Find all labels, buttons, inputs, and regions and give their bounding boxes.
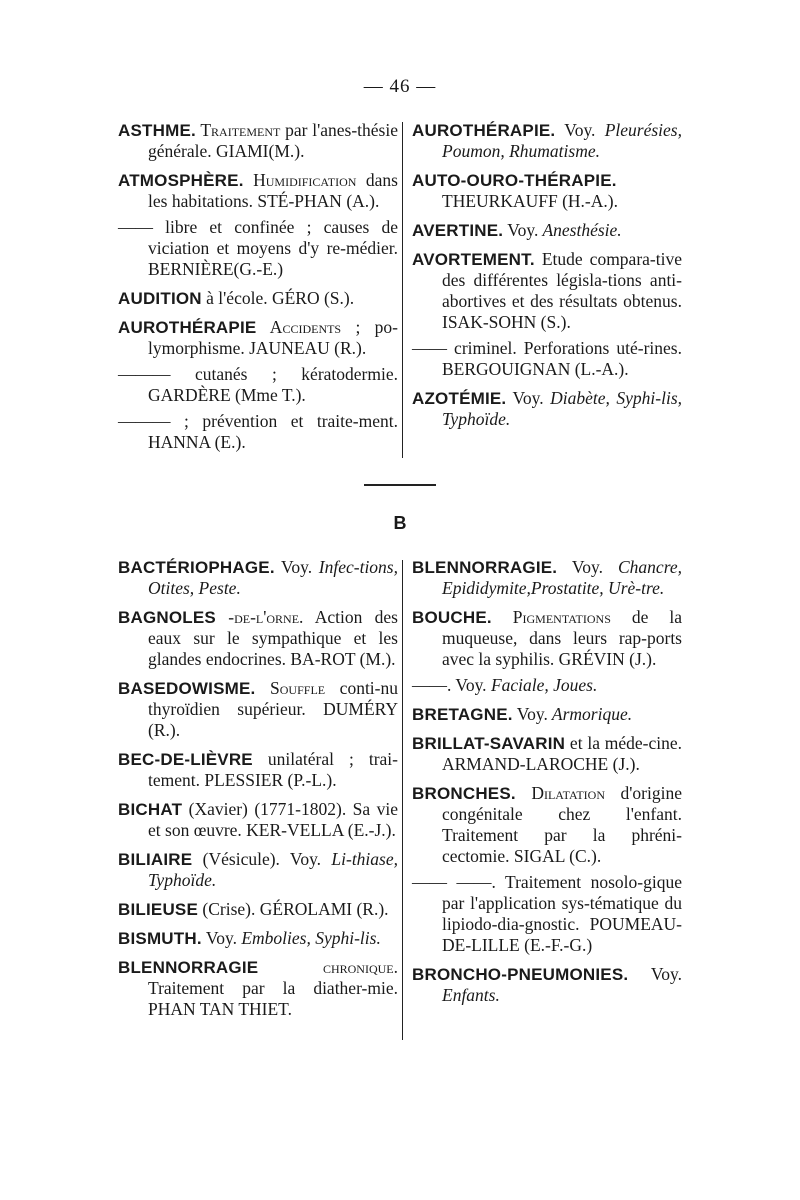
entry-reference: Faciale, Joues. — [486, 675, 598, 695]
entry-reference: Armorique. — [547, 704, 633, 724]
entry-text: Action des eaux sur le sympathique et les glandes endocrines. BA-ROT (M.). — [148, 607, 398, 669]
index-entry — [412, 733, 682, 775]
entry-reference: Infec-tions, Otites, Peste. — [148, 557, 398, 598]
entry-text: Voy. — [506, 388, 544, 408]
entry-text: Voy. — [555, 120, 596, 140]
entry-heading: AUTO-OURO-THÉRAPIE. — [412, 171, 617, 190]
index-entry — [412, 675, 682, 696]
entry-smallcaps: Humidification — [243, 170, 357, 190]
entry-text: —— ——. Traitement nosolo-gique par l'application sys-tématique du lipiodo-dia-gnostic. POUMEAU-DE-LILLE (E.-F.-G.) — [412, 872, 682, 955]
entry-text: Traitement par la diather-mie. PHAN TAN THIET. — [148, 978, 398, 1019]
entry-smallcaps: Pigmentations — [491, 607, 611, 627]
entry-reference: Enfants. — [442, 985, 500, 1005]
column-top-right — [412, 120, 682, 438]
index-entry — [412, 964, 682, 1006]
column-divider-top — [402, 122, 403, 458]
index-entry — [118, 928, 398, 949]
index-entry — [412, 783, 682, 867]
index-entry — [118, 799, 398, 841]
entry-heading: BILIEUSE — [118, 900, 199, 919]
index-entry — [118, 849, 398, 891]
entry-heading: BASEDOWISME. — [118, 679, 256, 698]
entry-reference: Anesthésie. — [538, 220, 622, 240]
entry-heading: BISMUTH. — [118, 929, 202, 948]
index-entry — [412, 557, 682, 599]
column-bottom-right — [412, 557, 682, 1014]
index-entry — [118, 217, 398, 280]
entry-heading: BILIAIRE — [118, 850, 193, 869]
entry-heading: BRONCHO-PNEUMONIES. — [412, 965, 629, 984]
index-entry — [412, 338, 682, 380]
entry-text: et la méde-cine. ARMAND-LAROCHE (J.). — [442, 733, 682, 774]
index-entry — [118, 607, 398, 670]
index-entry — [118, 899, 398, 920]
entry-heading: BRETAGNE. — [412, 705, 513, 724]
entry-text: ——— cutanés ; kératodermie. GARDÈRE (Mme T.). — [118, 364, 398, 405]
entry-text: Voy. — [201, 928, 237, 948]
section-rule — [364, 484, 436, 486]
entry-heading: BACTÉRIOPHAGE. — [118, 558, 275, 577]
index-entry — [412, 220, 682, 241]
entry-heading: BAGNOLES — [118, 608, 216, 627]
index-entry — [412, 872, 682, 956]
entry-heading: ATMOSPHÈRE. — [118, 171, 244, 190]
entry-reference: Chancre, Epididymite,Prostatite, Urè-tre. — [442, 557, 682, 598]
entry-text: ——— ; prévention et traite-ment. HANNA (E.). — [118, 411, 398, 452]
entry-text: dans les habitations. STÉ-PHAN (A.). — [148, 170, 398, 211]
entry-text: Voy. — [557, 557, 604, 577]
index-entry — [118, 678, 398, 741]
index-entry — [118, 170, 398, 212]
column-top-left — [118, 120, 398, 461]
column-bottom-left — [118, 557, 398, 1028]
entry-text: ; po-lymorphisme. JAUNEAU (R.). — [148, 317, 398, 358]
section-letter: B — [393, 513, 407, 533]
index-entry — [118, 364, 398, 406]
entry-text: —— criminel. Perforations uté-rines. BERGOUIGNAN (L.-A.). — [412, 338, 682, 379]
index-entry — [118, 317, 398, 359]
entry-heading: ASTHME. — [118, 121, 196, 140]
entry-heading: AZOTÉMIE. — [412, 389, 507, 408]
entry-heading: BICHAT — [118, 800, 183, 819]
entry-text: Etude compara-tive des différentes législa-tions anti-abortives et des résultats obtenus. ISAK-SOHN (S.). — [442, 249, 682, 332]
index-entry — [412, 120, 682, 162]
entry-heading: BOUCHE. — [412, 608, 492, 627]
entry-heading: AVERTINE. — [412, 221, 504, 240]
entry-heading: BRONCHES. — [412, 784, 516, 803]
entry-smallcaps: chronique. — [258, 957, 398, 977]
entry-heading: AUROTHÉRAPIE. — [412, 121, 556, 140]
entry-reference: Diabète, Syphi-lis, Typhoïde. — [442, 388, 683, 429]
entry-smallcaps: Souffle — [255, 678, 326, 698]
entry-heading: BRILLAT-SAVARIN — [412, 734, 566, 753]
entry-text: Voy. — [628, 964, 682, 984]
entry-smallcaps: Dilatation — [515, 783, 605, 803]
index-entry — [412, 249, 682, 333]
entry-reference: Pleurésies, Poumon, Rhumatisme. — [442, 120, 682, 161]
entry-text: d'origine congénitale chez l'enfant. Traitement par la phréni-cectomie. SIGAL (C.). — [442, 783, 682, 866]
entry-text: Voy. — [512, 704, 548, 724]
index-entry — [412, 704, 682, 725]
entry-text: par l'anes-thésie générale. GIAMI(M.). — [148, 120, 398, 161]
page-number: — 46 — — [363, 76, 437, 97]
index-entry — [118, 749, 398, 791]
entry-text: Voy. — [503, 220, 539, 240]
entry-heading: BEC-DE-LIÈVRE — [118, 750, 253, 769]
entry-reference: Li-thiase, Typhoïde. — [148, 849, 398, 890]
entry-smallcaps: Traitement — [195, 120, 281, 140]
entry-heading: BLENNORRAGIE — [118, 958, 259, 977]
entry-text: conti-nu thyroïdien supérieur. DUMÉRY (R.). — [148, 678, 398, 740]
entry-text: ——. Voy. — [412, 675, 487, 695]
index-entry — [412, 170, 682, 212]
entry-reference: Embolies, Syphi-lis. — [236, 928, 381, 948]
entry-heading: BLENNORRAGIE. — [412, 558, 558, 577]
entry-text: Voy. — [274, 557, 313, 577]
entry-text: (Xavier) (1771-1802). Sa vie et son œuvre. KER-VELLA (E.-J.). — [148, 799, 398, 840]
entry-heading: AUROTHÉRAPIE — [118, 318, 257, 337]
entry-text: de la muqueuse, dans leurs rap-ports avec la syphilis. GRÉVIN (J.). — [442, 607, 682, 669]
entry-text: —— libre et confinée ; causes de viciation et moyens d'y re-médier. BERNIÈRE(G.-E.) — [118, 217, 398, 279]
index-entry — [118, 557, 398, 599]
index-entry — [118, 411, 398, 453]
index-entry — [118, 288, 398, 309]
entry-text: à l'école. GÉRO (S.). — [201, 288, 355, 308]
entry-text: unilatéral ; trai-tement. PLESSIER (P.-L.). — [148, 749, 398, 790]
entry-smallcaps: -de-l'orne. — [215, 607, 304, 627]
entry-smallcaps: Accidents — [256, 317, 342, 337]
entry-text: THEURKAUFF (H.-A.). — [442, 191, 618, 211]
index-entry — [412, 388, 682, 430]
entry-text: (Crise). GÉROLAMI (R.). — [198, 899, 389, 919]
entry-text: (Vésicule). Voy. — [192, 849, 322, 869]
entry-heading: AUDITION — [118, 289, 202, 308]
entry-heading: AVORTEMENT. — [412, 250, 535, 269]
index-entry — [118, 957, 398, 1020]
column-divider-bottom — [402, 560, 403, 1040]
index-entry — [412, 607, 682, 670]
index-entry — [118, 120, 398, 162]
